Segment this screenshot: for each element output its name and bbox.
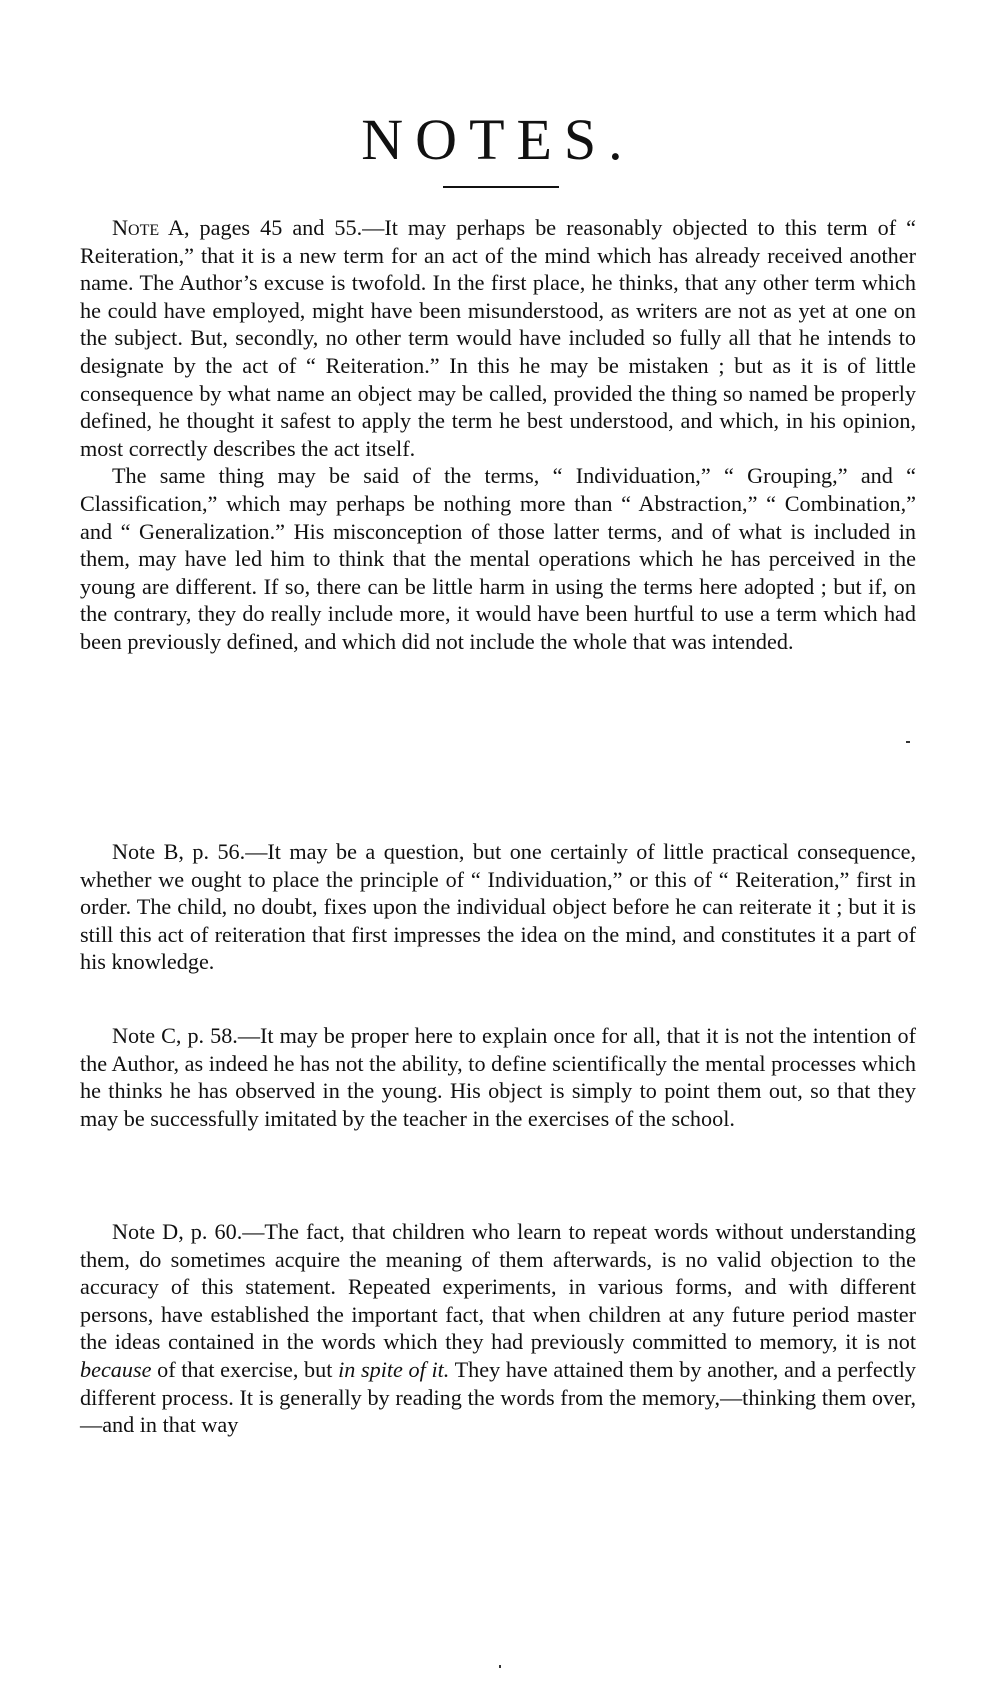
note-a-text-1: —It may perhaps be reasonably objected to this term of “ Reiteration,” that it is a new term for an act of the mind which has already received another name. The Author’s excuse is twofold. In the first place, he thinks, that any other term which he could have employed, might have been misunderstood, as writers are not as yet at one on the subject. But, secondly, no other term would have included so fully all that he intends to designate by the act of “ Reiteration.” In this he may be mistaken ; but as it is of little consequence by what name an object may be called, provided the thing so named be properly defined, he thought it safest to apply the term he best understood, and which, in his opinion, most correctly describes the act itself. <box>80 215 916 461</box>
note-a-paragraph-2: The same thing may be said of the terms, “ Individuation,” “ Grouping,” and “ Classification,” which may perhaps be nothing more than “ Abstraction,” “ Combination,” and “ Generalization.” His misconception of those latter terms, and of what is included in them, may have led him to think that the mental operations which he has perceived in the young are different. If so, there can be little harm in using the terms here adopted ; but if, on the contrary, they do really include more, it would have been hurtful to use a term which had been previously defined, and which did not include the whole that was intended. <box>80 463 916 654</box>
page-title: NOTES. <box>361 106 635 172</box>
note-c-paragraph: Note C, p. 58.—It may be proper here to explain once for all, that it is not the intention of the Author, as indeed he has not the ability, to define scientifically the mental processes which he thinks he has observed in the young. His object is simply to point them out, so that they may be successfully imitated by the teacher in the exercises of the school. <box>80 1023 916 1131</box>
note-d <box>80 1218 916 1439</box>
note-b-paragraph: Note B, p. 56.—It may be a question, but one certainly of little practical consequence, whether we ought to place the principle of “ Individuation,” or this of “ Reiteration,” first in order. The child, no doubt, fixes upon the individual object before he can reiterate it ; but it is still this act of reiteration that first impresses the idea on the mind, and constitutes it a part of his knowledge. <box>80 839 916 975</box>
note-c <box>80 1022 916 1132</box>
book-page <box>80 0 916 1700</box>
note-a <box>80 214 916 656</box>
note-a-label: Note A <box>112 215 184 240</box>
note-b <box>80 838 916 976</box>
note-d-in-spite-of-it: in spite of it. <box>338 1356 450 1382</box>
title-rule <box>443 186 559 188</box>
note-d-because: because <box>80 1356 152 1382</box>
note-d-paragraph <box>80 1218 916 1439</box>
scan-mark-right <box>906 741 910 743</box>
note-d-text-2: of that exercise, but <box>151 1356 339 1382</box>
note-a-reference: , pages 45 and 55. <box>183 215 363 240</box>
note-a-paragraph-1 <box>80 214 916 462</box>
note-d-text-1: Note D, p. 60.—The fact, that children who learn to repeat words without understanding them, do sometimes acquire the meaning of them afterwards, is no valid objection to the accuracy of this statement. Repeated experiments, in various forms, and with different persons, have established the important fact, that when children at any future period master the ideas contained in the words which they had previously committed to memory, it is not <box>80 1219 916 1355</box>
scan-mark-bottom <box>499 1665 501 1668</box>
note-d-text-3: They have attained them by another, and a perfectly different process. It is generally by reading the words from the memory,—thinking them over,—and in that way <box>80 1356 916 1438</box>
